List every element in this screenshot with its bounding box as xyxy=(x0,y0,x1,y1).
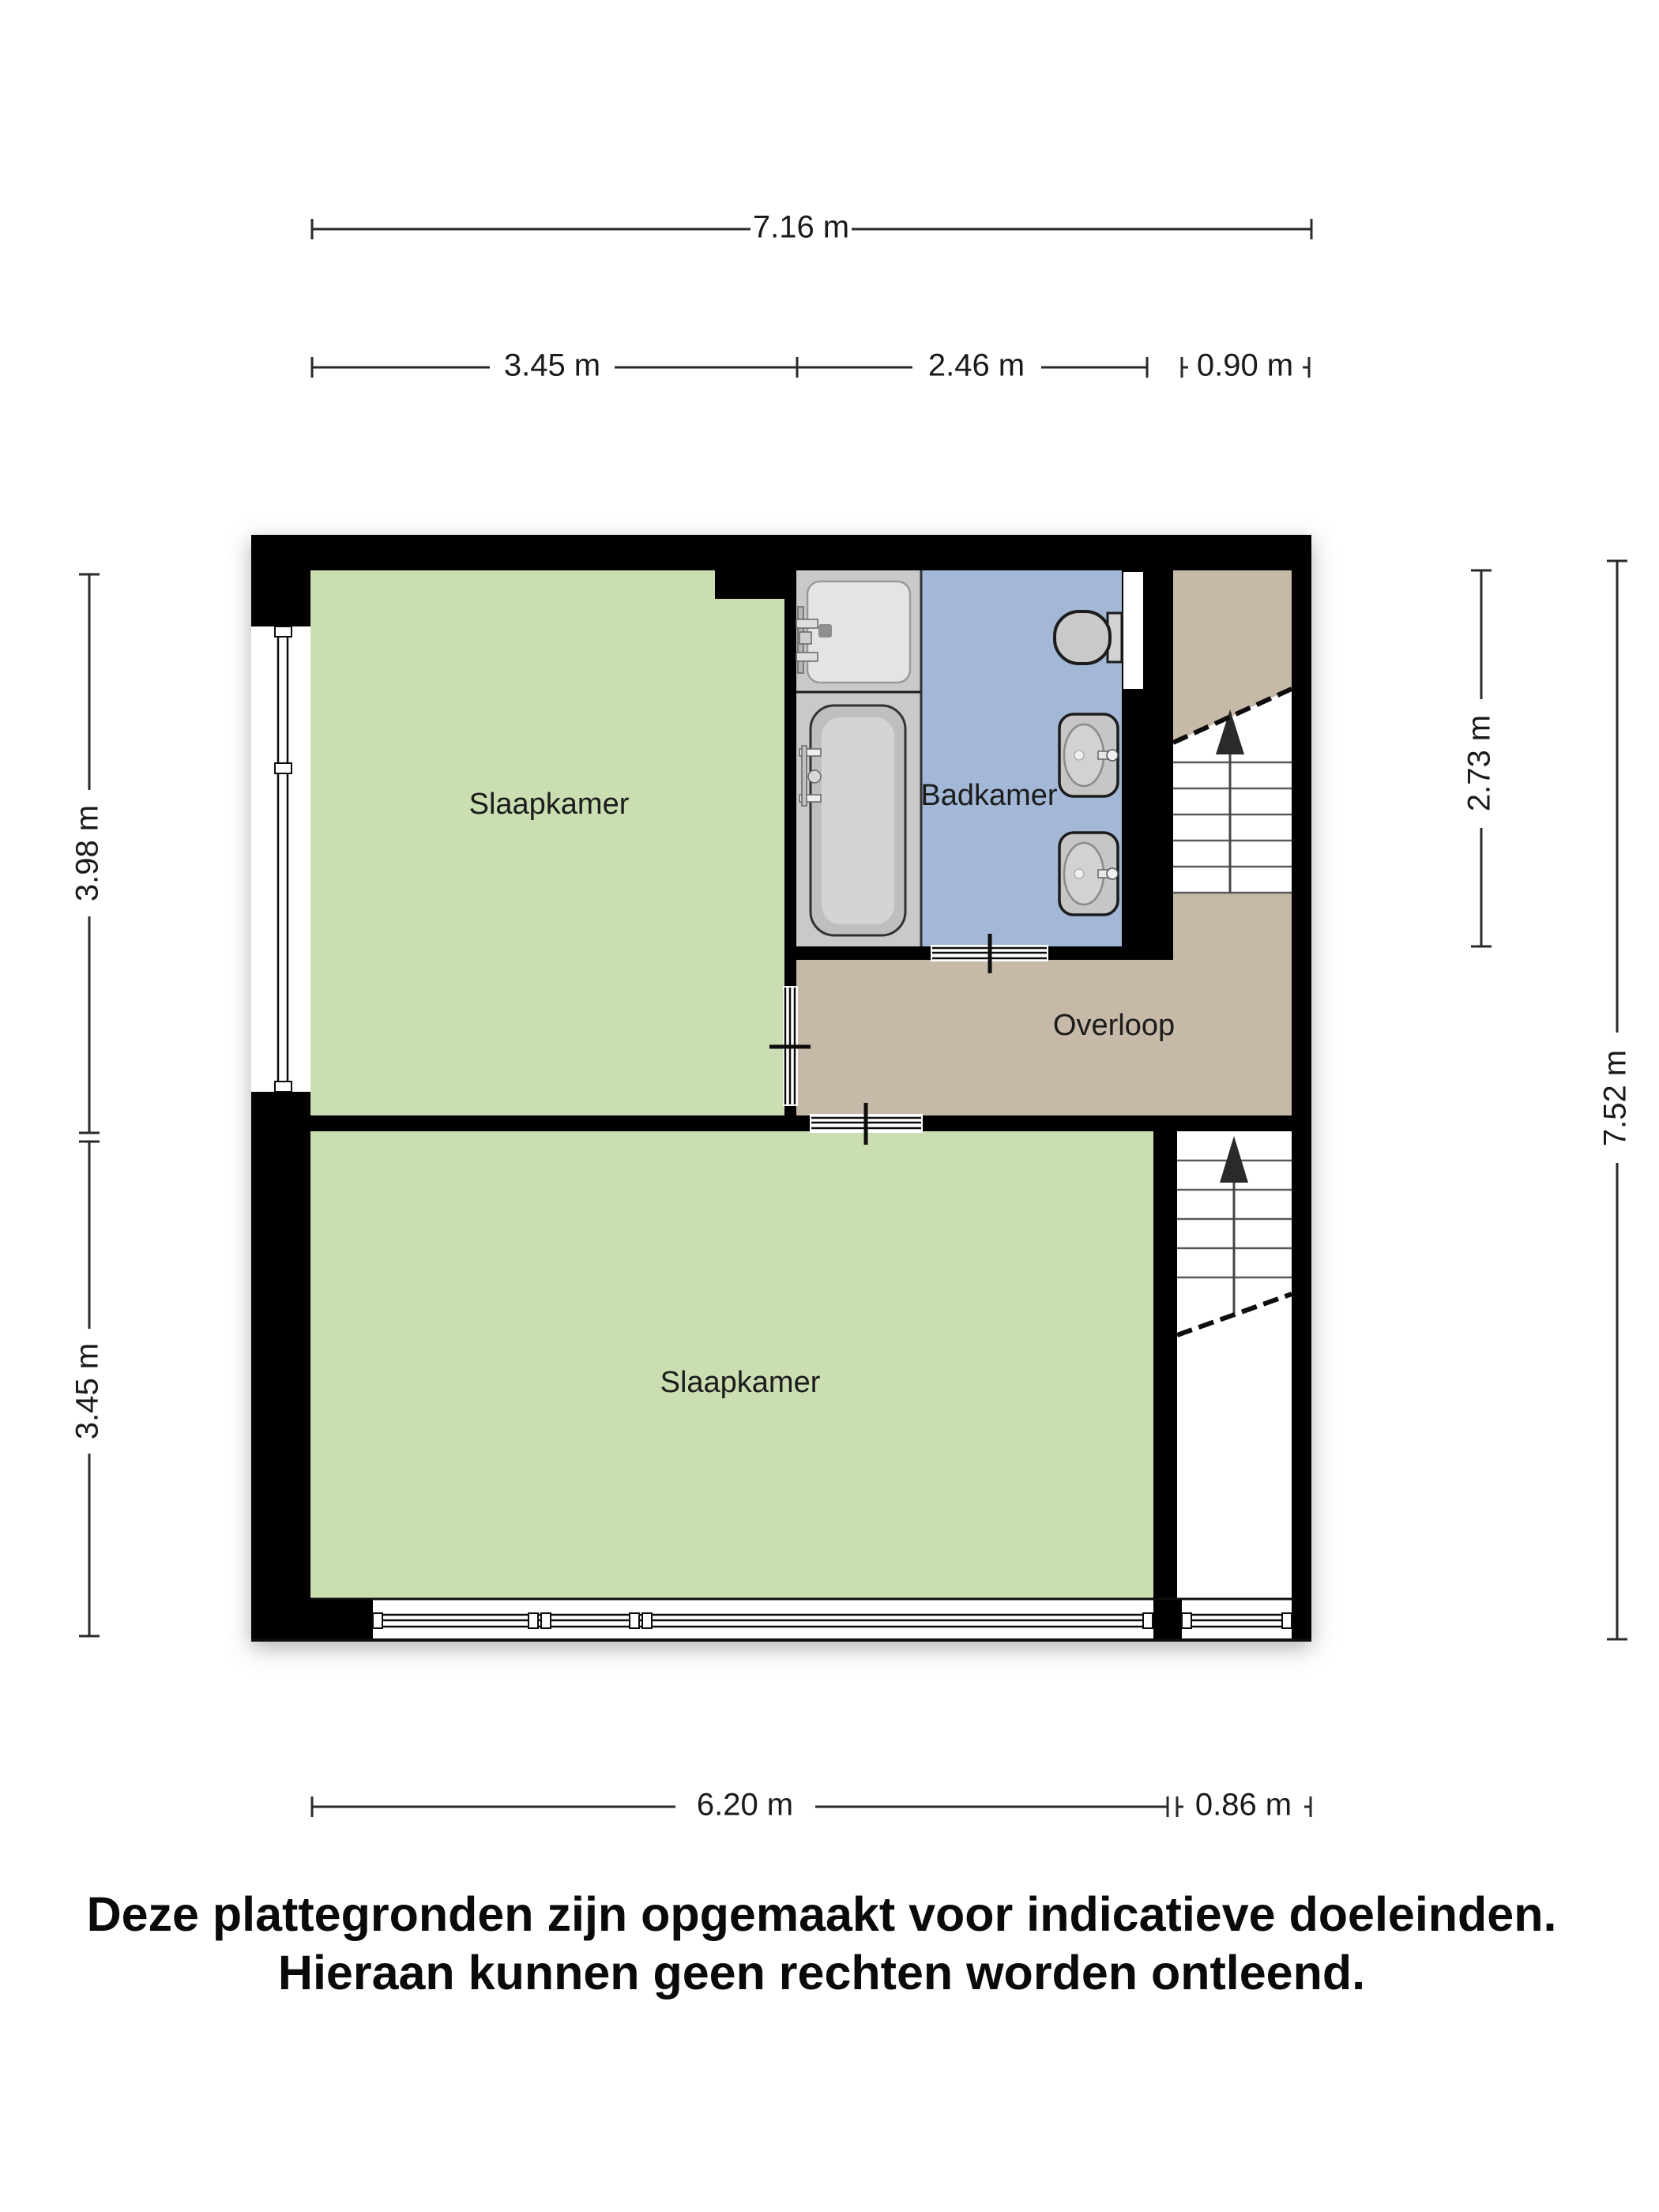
window-frame-cap xyxy=(275,626,292,637)
shower xyxy=(796,581,920,692)
window-frame-cap xyxy=(275,1082,292,1092)
disclaimer xyxy=(87,1887,1557,1999)
dimension-top-total xyxy=(312,210,1311,245)
dimension-top-left xyxy=(312,348,797,383)
dimension-label: 2.46 m xyxy=(927,348,1025,383)
dimension-bottom-right xyxy=(1177,1788,1311,1823)
wall-top-step xyxy=(715,570,796,599)
sink-faucet-icon xyxy=(1107,868,1118,879)
dimension-label: 3.45 m xyxy=(70,1342,105,1440)
dimension-top-right xyxy=(1182,348,1309,383)
dimension-left-upper xyxy=(70,574,105,1133)
wall-bedroom-stairwell xyxy=(1153,1131,1177,1598)
dimension-left-lower xyxy=(70,1142,105,1636)
bathtub xyxy=(799,705,905,935)
label-bedroom-top: Slaapkamer xyxy=(468,788,630,822)
room-bedroom-top xyxy=(310,570,784,1115)
dimension-label: 3.45 m xyxy=(503,348,601,383)
wall-window-pier xyxy=(1153,1598,1182,1642)
room-landing-main xyxy=(796,960,1292,1115)
toilet xyxy=(1055,611,1122,664)
wall-right xyxy=(1292,535,1311,1642)
sink-drain xyxy=(1074,869,1084,878)
wall-left-lower xyxy=(251,1092,310,1642)
disclaimer-line-2: Hieraan kunnen geen rechten worden ontleend. xyxy=(277,1946,1366,2000)
wall-top xyxy=(251,535,1311,570)
wall-corner-foot xyxy=(310,1598,373,1642)
dimension-label: 7.16 m xyxy=(752,209,850,245)
window-frame-cap xyxy=(275,763,292,773)
sink-faucet-icon xyxy=(1107,750,1118,761)
dimension-right-upper xyxy=(1462,570,1497,946)
bathtub-inner xyxy=(822,717,894,924)
wall-middle-band xyxy=(310,1115,1292,1131)
disclaimer-line-1: Deze plattegronden zijn opgemaakt voor indicatieve doeleinden. xyxy=(86,1887,1557,1942)
dimension-label: 6.20 m xyxy=(696,1787,794,1823)
label-bathroom: Badkamer xyxy=(920,779,1058,813)
sink-drain xyxy=(1074,750,1084,760)
window-left xyxy=(251,626,310,1092)
label-landing: Overloop xyxy=(1052,1009,1176,1043)
dimension-label: 3.98 m xyxy=(70,804,105,902)
dimension-label: 0.86 m xyxy=(1194,1787,1292,1823)
toilet-bowl xyxy=(1055,611,1110,664)
dimension-label: 7.52 m xyxy=(1597,1049,1633,1147)
floorplan xyxy=(251,535,1311,1642)
shower-drain xyxy=(818,624,832,638)
room-bedroom-bottom xyxy=(310,1131,1153,1598)
wall-left-upper xyxy=(251,570,310,626)
dimension-right-total xyxy=(1598,561,1633,1639)
dimension-top-middle xyxy=(797,348,1147,383)
door-opening-stairs xyxy=(1123,572,1143,689)
bathtub-faucet-icon xyxy=(799,746,821,806)
window-left-opening xyxy=(251,626,310,1092)
dimension-bottom-main xyxy=(312,1788,1168,1823)
sink-2 xyxy=(1059,833,1118,915)
dimension-label: 2.73 m xyxy=(1462,714,1497,812)
label-bedroom-bottom: Slaapkamer xyxy=(660,1366,821,1400)
dimension-label: 0.90 m xyxy=(1196,348,1294,383)
sink-1 xyxy=(1059,714,1118,796)
